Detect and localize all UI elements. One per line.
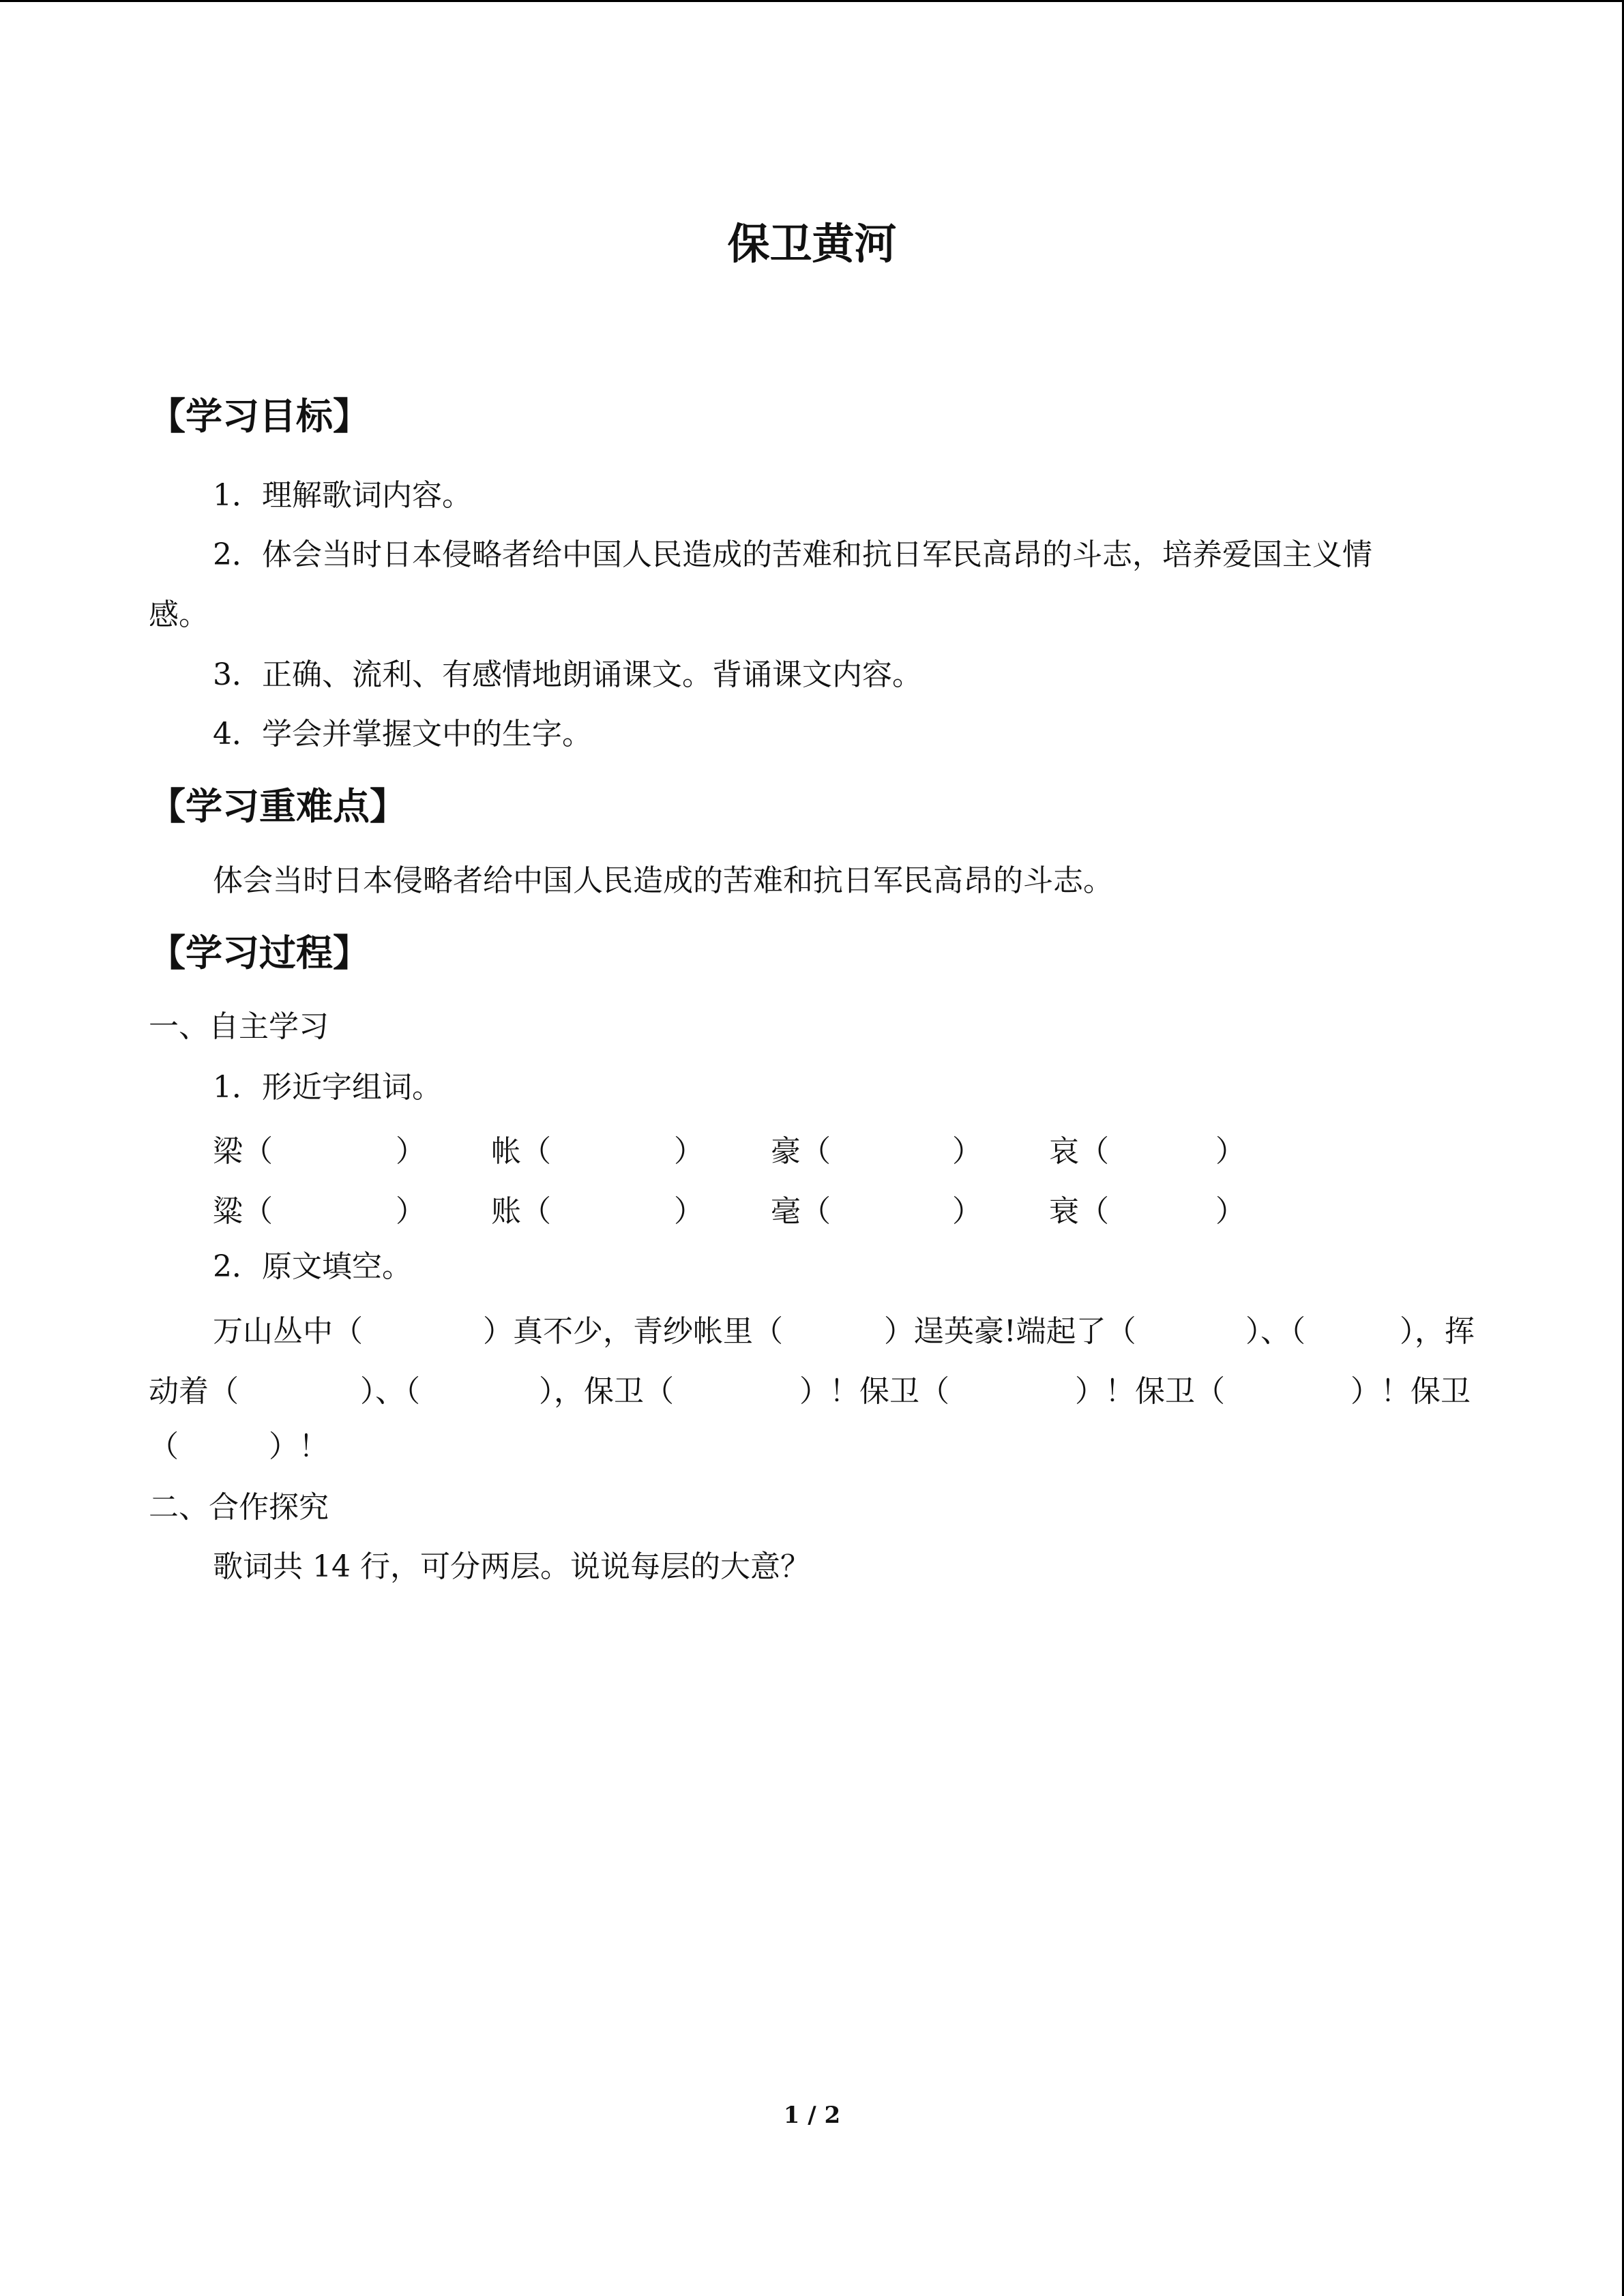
char-2-close: ）	[674, 1134, 704, 1169]
part1-q2: 2．原文填空。	[213, 1249, 412, 1284]
part2-text: 歌词共 14 行，可分两层。说说每层的大意？	[213, 1549, 810, 1584]
fill-1-seg-3: ）逞英豪!端起了（	[884, 1314, 1136, 1349]
fill-line-1	[0, 1307, 1624, 1347]
char-5-close: ）	[396, 1194, 426, 1229]
char-1-open: 梁（	[213, 1134, 273, 1169]
char-3-close: ）	[952, 1134, 982, 1169]
char-5-open: 粱（	[213, 1194, 273, 1229]
fill-1-seg-1: 万山丛中（	[213, 1314, 363, 1349]
char-7-open: 毫（	[771, 1194, 831, 1229]
fill-2-seg-4: ）！保卫（	[799, 1374, 949, 1409]
fill-2-seg-1: 动着（	[149, 1374, 239, 1409]
fill-2-seg-2: ）、（	[360, 1374, 420, 1409]
char-4-open: 哀（	[1049, 1134, 1109, 1169]
part1-title: 一、自主学习	[149, 1009, 329, 1044]
char-2-open: 帐（	[491, 1134, 551, 1169]
page-number: 1 / 2	[783, 2102, 841, 2129]
char-row-1	[0, 1127, 1624, 1167]
fill-1-seg-4: ）、（	[1245, 1314, 1305, 1349]
char-6-open: 账（	[491, 1194, 551, 1229]
char-6-close: ）	[674, 1194, 704, 1229]
fill-2-seg-6: ）！保卫	[1350, 1374, 1471, 1409]
goals-heading: 【学习目标】	[149, 395, 370, 438]
goal-item-2: 2．体会当时日本侵略者给中国人民造成的苦难和抗日军民高昂的斗志，培养爱国主义情	[213, 537, 1372, 572]
fill-1-seg-2: ）真不少，青纱帐里（	[483, 1314, 783, 1349]
process-heading: 【学习过程】	[149, 931, 370, 974]
fill-2-seg-3: ），保卫（	[539, 1374, 674, 1409]
goal-item-1: 1．理解歌词内容。	[213, 478, 472, 513]
fill-line-2	[0, 1367, 1624, 1407]
fill-line-3: （ ）！	[149, 1429, 329, 1464]
char-row-2	[0, 1187, 1624, 1227]
goal-item-4: 4．学会并掌握文中的生字。	[213, 717, 592, 751]
char-3-open: 豪（	[771, 1134, 831, 1169]
char-8-close: ）	[1215, 1194, 1245, 1229]
key-points-text: 体会当时日本侵略者给中国人民造成的苦难和抗日军民高昂的斗志。	[213, 863, 1113, 898]
char-4-close: ）	[1215, 1134, 1245, 1169]
part1-q1: 1．形近字组词。	[213, 1070, 442, 1105]
goal-item-3: 3．正确、流利、有感情地朗诵课文。背诵课文内容。	[213, 657, 922, 692]
part2-title: 二、合作探究	[149, 1490, 329, 1525]
fill-1-seg-5: ），挥	[1400, 1314, 1475, 1349]
key-points-heading: 【学习重难点】	[149, 785, 407, 828]
goal-item-2-cont: 感。	[149, 597, 209, 632]
page-title: 保卫黄河	[727, 219, 897, 269]
char-8-open: 衰（	[1049, 1194, 1109, 1229]
fill-2-seg-5: ）！保卫（	[1075, 1374, 1225, 1409]
char-7-close: ）	[952, 1194, 982, 1229]
char-1-close: ）	[396, 1134, 426, 1169]
